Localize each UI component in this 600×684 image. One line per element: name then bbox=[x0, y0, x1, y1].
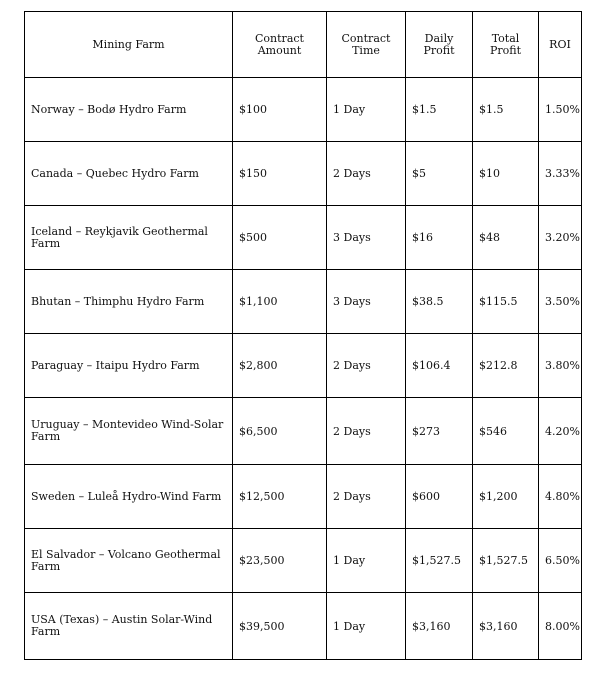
cell-contract-time: 2 Days bbox=[327, 334, 406, 398]
header-daily-profit: Daily Profit bbox=[406, 12, 473, 78]
cell-total-profit: $1.5 bbox=[473, 78, 539, 142]
cell-contract-time: 2 Days bbox=[327, 398, 406, 465]
cell-contract-amount: $500 bbox=[233, 206, 327, 270]
header-row bbox=[25, 12, 582, 78]
cell-daily-profit: $1,527.5 bbox=[406, 529, 473, 593]
cell-contract-time: 1 Day bbox=[327, 78, 406, 142]
cell-roi: 4.80% bbox=[539, 465, 582, 529]
cell-total-profit: $48 bbox=[473, 206, 539, 270]
cell-contract-time: 2 Days bbox=[327, 142, 406, 206]
header-total-profit: Total Profit bbox=[473, 12, 539, 78]
cell-farm: Uruguay – Montevideo Wind-Solar Farm bbox=[25, 398, 233, 465]
table-row bbox=[25, 142, 582, 206]
cell-contract-amount: $39,500 bbox=[233, 593, 327, 660]
cell-farm: Iceland – Reykjavik Geothermal Farm bbox=[25, 206, 233, 270]
table-row bbox=[25, 529, 582, 593]
cell-farm: Sweden – Luleå Hydro-Wind Farm bbox=[25, 465, 233, 529]
cell-total-profit: $10 bbox=[473, 142, 539, 206]
cell-farm: El Salvador – Volcano Geothermal Farm bbox=[25, 529, 233, 593]
cell-daily-profit: $5 bbox=[406, 142, 473, 206]
cell-daily-profit: $106.4 bbox=[406, 334, 473, 398]
cell-contract-time: 2 Days bbox=[327, 465, 406, 529]
table-row bbox=[25, 593, 582, 660]
table-row bbox=[25, 465, 582, 529]
table-row bbox=[25, 270, 582, 334]
cell-contract-amount: $1,100 bbox=[233, 270, 327, 334]
mining-farm-table bbox=[24, 11, 582, 660]
table-row bbox=[25, 206, 582, 270]
table-row bbox=[25, 78, 582, 142]
cell-contract-amount: $12,500 bbox=[233, 465, 327, 529]
cell-daily-profit: $600 bbox=[406, 465, 473, 529]
cell-farm: Paraguay – Itaipu Hydro Farm bbox=[25, 334, 233, 398]
cell-farm: Canada – Quebec Hydro Farm bbox=[25, 142, 233, 206]
cell-total-profit: $1,200 bbox=[473, 465, 539, 529]
cell-total-profit: $3,160 bbox=[473, 593, 539, 660]
cell-total-profit: $1,527.5 bbox=[473, 529, 539, 593]
cell-farm: Norway – Bodø Hydro Farm bbox=[25, 78, 233, 142]
cell-daily-profit: $16 bbox=[406, 206, 473, 270]
header-mining-farm: Mining Farm bbox=[25, 12, 233, 78]
table-row bbox=[25, 398, 582, 465]
cell-total-profit: $546 bbox=[473, 398, 539, 465]
cell-farm: Bhutan – Thimphu Hydro Farm bbox=[25, 270, 233, 334]
cell-farm: USA (Texas) – Austin Solar-Wind Farm bbox=[25, 593, 233, 660]
cell-daily-profit: $38.5 bbox=[406, 270, 473, 334]
header-contract-time: Contract Time bbox=[327, 12, 406, 78]
cell-roi: 3.33% bbox=[539, 142, 582, 206]
cell-roi: 8.00% bbox=[539, 593, 582, 660]
cell-contract-time: 3 Days bbox=[327, 206, 406, 270]
cell-total-profit: $115.5 bbox=[473, 270, 539, 334]
cell-contract-amount: $2,800 bbox=[233, 334, 327, 398]
cell-roi: 1.50% bbox=[539, 78, 582, 142]
cell-roi: 3.80% bbox=[539, 334, 582, 398]
cell-total-profit: $212.8 bbox=[473, 334, 539, 398]
cell-contract-amount: $100 bbox=[233, 78, 327, 142]
table-row bbox=[25, 334, 582, 398]
cell-roi: 4.20% bbox=[539, 398, 582, 465]
cell-daily-profit: $1.5 bbox=[406, 78, 473, 142]
cell-roi: 3.50% bbox=[539, 270, 582, 334]
cell-daily-profit: $3,160 bbox=[406, 593, 473, 660]
cell-contract-amount: $150 bbox=[233, 142, 327, 206]
cell-contract-time: 3 Days bbox=[327, 270, 406, 334]
header-contract-amount: Contract Amount bbox=[233, 12, 327, 78]
cell-contract-time: 1 Day bbox=[327, 593, 406, 660]
header-roi: ROI bbox=[539, 12, 582, 78]
cell-contract-amount: $23,500 bbox=[233, 529, 327, 593]
cell-roi: 3.20% bbox=[539, 206, 582, 270]
cell-contract-time: 1 Day bbox=[327, 529, 406, 593]
cell-contract-amount: $6,500 bbox=[233, 398, 327, 465]
cell-roi: 6.50% bbox=[539, 529, 582, 593]
cell-daily-profit: $273 bbox=[406, 398, 473, 465]
